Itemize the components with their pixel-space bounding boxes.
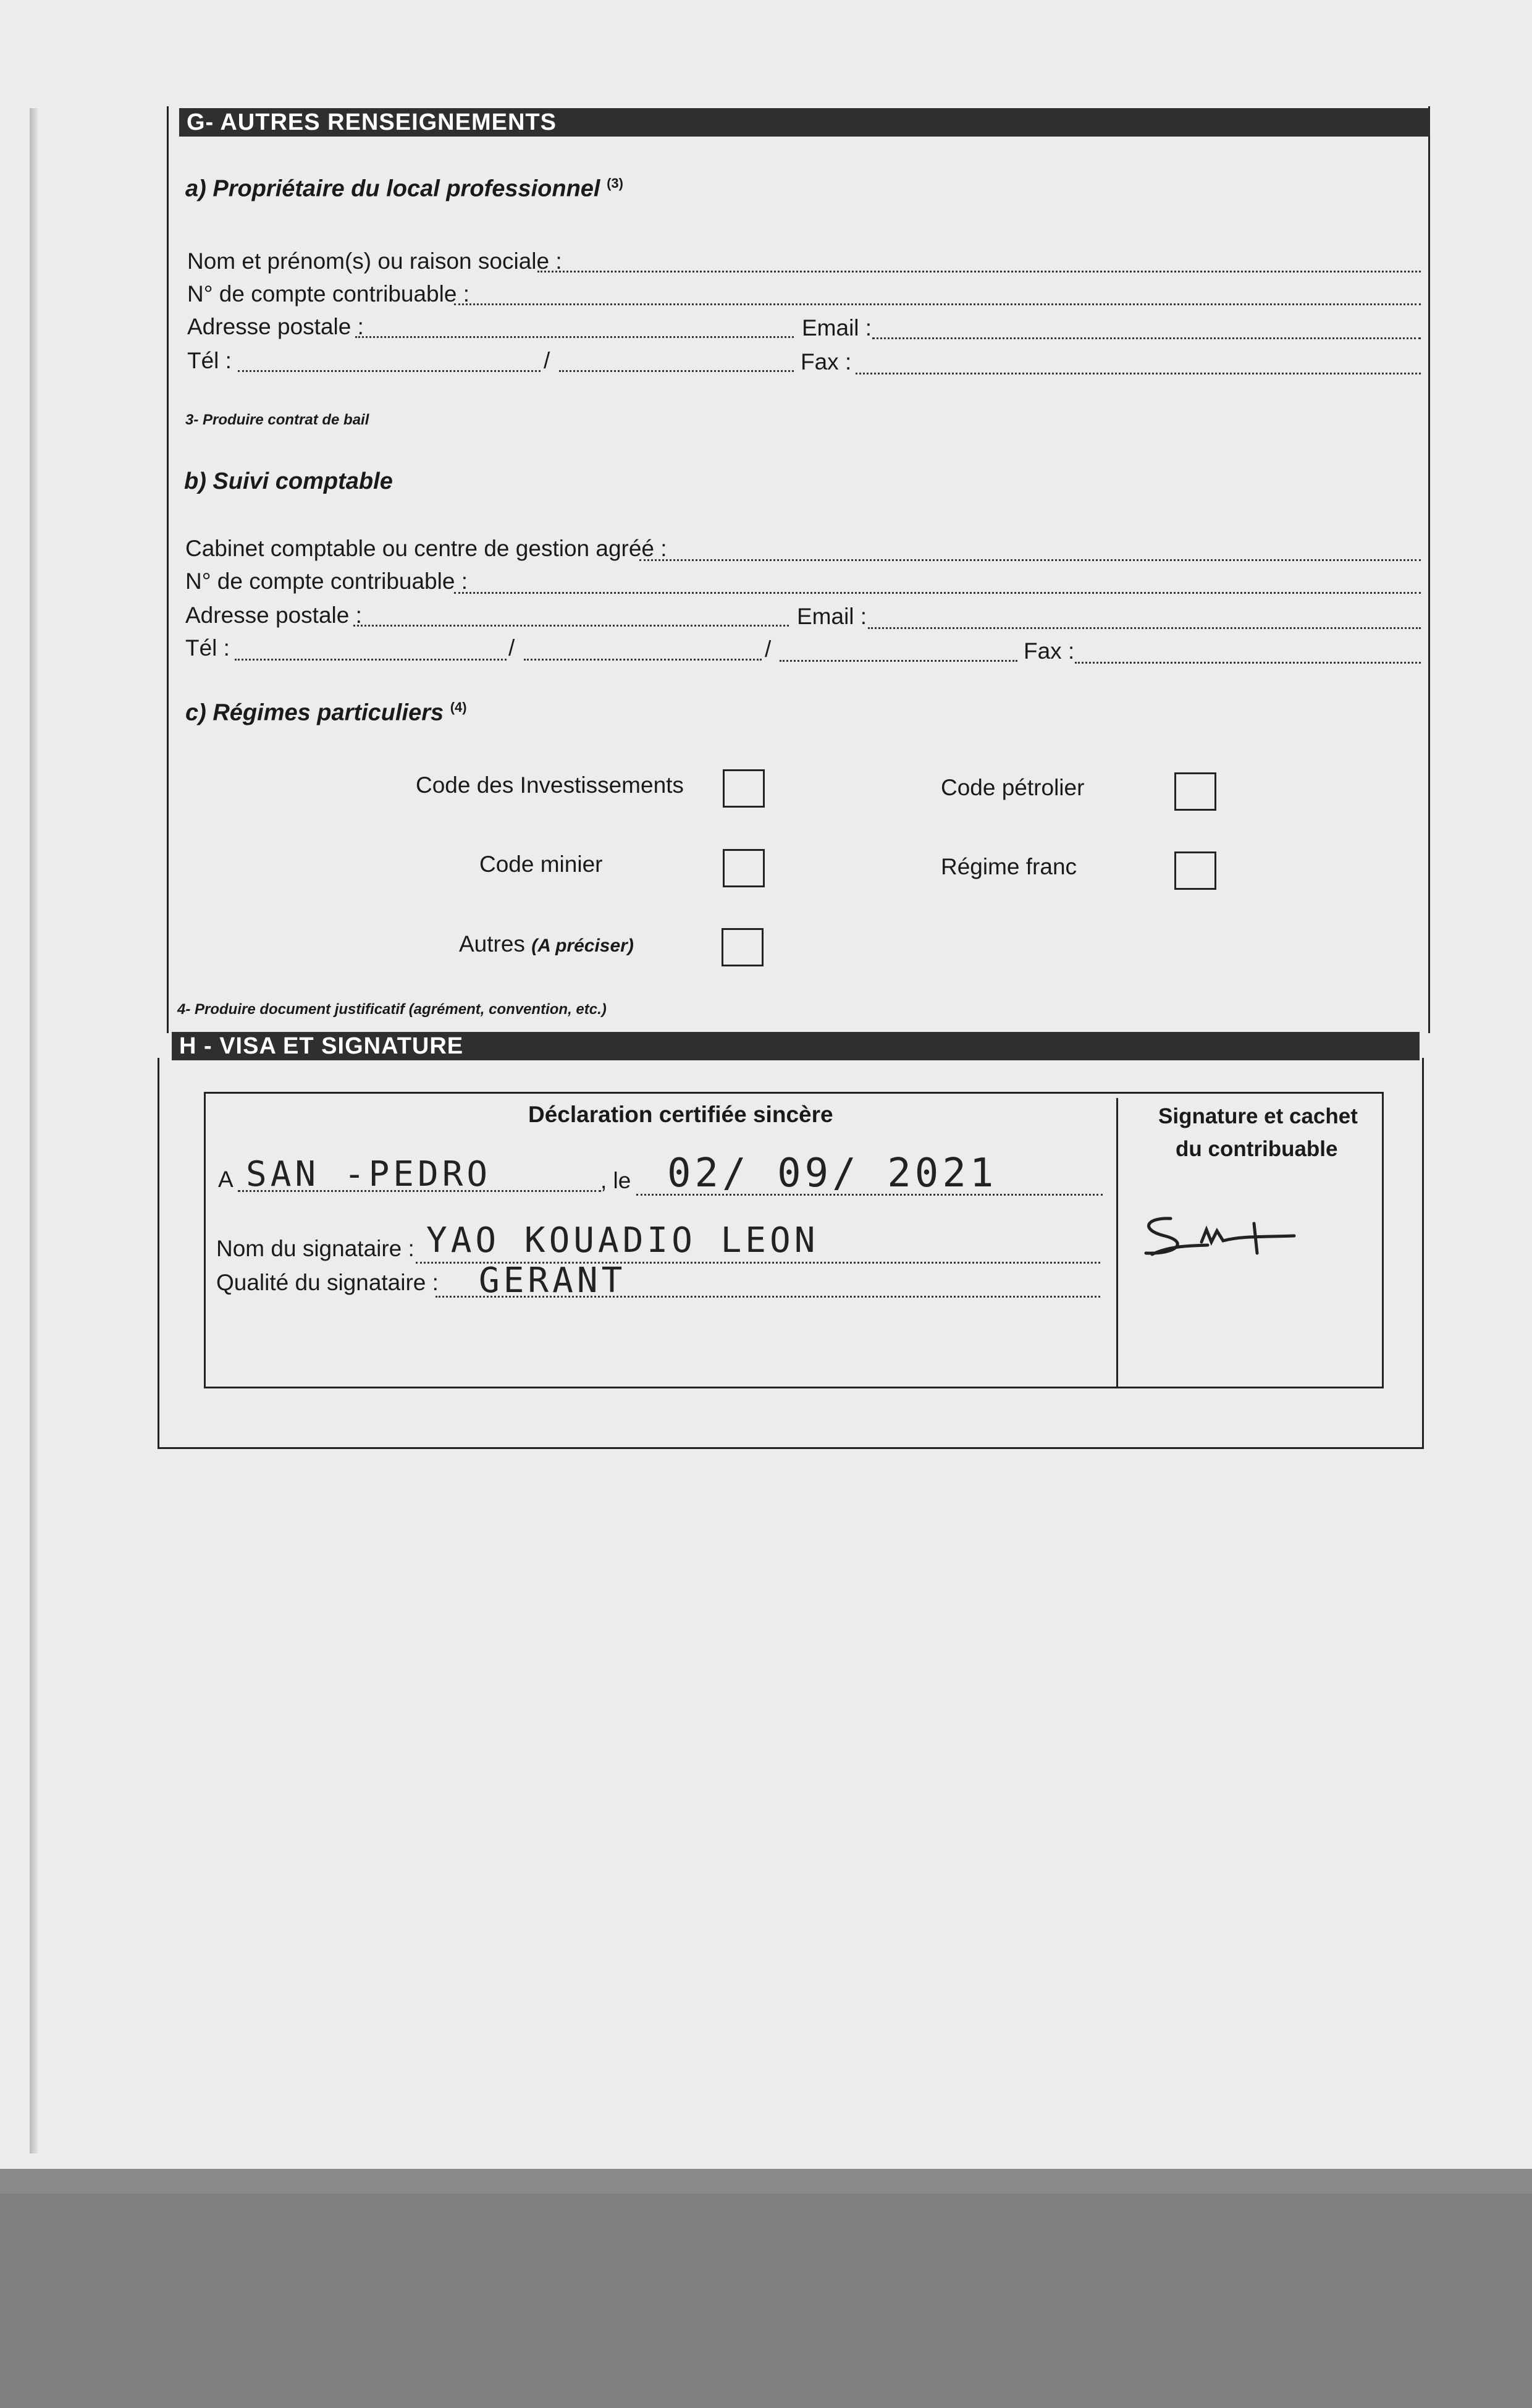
signature-scribble: [1134, 1211, 1331, 1273]
tel-a-field-1[interactable]: [238, 370, 541, 372]
autres-hint: (A préciser): [531, 936, 634, 956]
qualite-value: GERANT: [479, 1261, 626, 1301]
tel-b-field-3[interactable]: [780, 660, 1017, 662]
tel-a-field-2[interactable]: [559, 370, 794, 372]
email-a-label: Email :: [802, 315, 872, 340]
adresse-b-label: Adresse postale :: [185, 602, 362, 628]
date-value: 02/ 09/ 2021: [667, 1151, 998, 1196]
code-minier-checkbox[interactable]: [723, 849, 765, 887]
code-invest-checkbox[interactable]: [723, 769, 765, 808]
subsection-c-title-text: c) Régimes particuliers: [185, 699, 444, 726]
code-invest-label: Code des Investissements: [416, 772, 684, 798]
nom-field[interactable]: [537, 271, 1421, 272]
page-edge-shadow: [30, 108, 38, 2153]
regime-franc-label: Régime franc: [941, 854, 1077, 879]
compte-a-label: N° de compte contribuable :: [187, 281, 469, 306]
subsection-b-title: b) Suivi comptable: [184, 468, 393, 494]
email-b-label: Email :: [797, 604, 867, 629]
code-petrolier-label: Code pétrolier: [941, 775, 1085, 800]
subsection-a-title-text: a) Propriétaire du local professionnel: [185, 175, 600, 202]
fax-b-field[interactable]: [1075, 662, 1421, 664]
autres-checkbox[interactable]: [722, 928, 764, 966]
signataire-value: YAO KOUADIO LEON: [426, 1220, 819, 1261]
scan-border: [0, 2169, 1532, 2194]
signataire-label: Nom du signataire :: [216, 1236, 415, 1261]
declaration-title: Déclaration certifiée sincère: [528, 1102, 833, 1127]
signature-title-1: Signature et cachet: [1158, 1104, 1358, 1128]
email-a-field[interactable]: [872, 337, 1421, 339]
declaration-divider: [1116, 1098, 1118, 1388]
code-petrolier-checkbox[interactable]: [1174, 772, 1216, 811]
adresse-b-field[interactable]: [353, 625, 789, 627]
adresse-a-label: Adresse postale :: [187, 314, 364, 339]
a-label: A: [218, 1167, 234, 1192]
signature-title-2: du contribuable: [1176, 1137, 1338, 1161]
code-minier-label: Code minier: [479, 851, 603, 877]
compte-a-field[interactable]: [454, 303, 1421, 305]
compte-b-label: N° de compte contribuable :: [185, 568, 468, 594]
fax-a-label: Fax :: [801, 349, 852, 374]
autres-label-text: Autres: [459, 931, 525, 957]
note-4: 4- Produire document justificatif (agrément, convention, etc.): [177, 1001, 607, 1018]
nom-label: Nom et prénom(s) ou raison sociale :: [187, 248, 562, 274]
note-3: 3- Produire contrat de bail: [185, 412, 369, 428]
compte-b-field[interactable]: [454, 592, 1421, 594]
cabinet-field[interactable]: [639, 559, 1421, 561]
qualite-label: Qualité du signataire :: [216, 1270, 439, 1295]
tel-a-slash: /: [544, 348, 550, 373]
note-ref-3: (3): [607, 175, 623, 191]
subsection-a-title: [185, 175, 623, 203]
regime-franc-checkbox[interactable]: [1174, 851, 1216, 890]
tel-b-slash-2: /: [765, 636, 772, 662]
section-g-title: G- AUTRES RENSEIGNEMENTS: [179, 108, 1430, 137]
tel-b-field-1[interactable]: [235, 659, 507, 661]
fax-b-label: Fax :: [1024, 638, 1075, 664]
tel-b-label: Tél :: [185, 635, 230, 661]
subsection-c-title: [185, 699, 467, 727]
adresse-a-field[interactable]: [355, 336, 794, 338]
le-label: , le: [600, 1168, 631, 1193]
tel-a-label: Tél :: [187, 348, 232, 373]
note-ref-4: (4): [450, 699, 467, 715]
autres-label: [459, 931, 634, 957]
tel-b-field-2[interactable]: [524, 659, 762, 661]
section-h-title: H - VISA ET SIGNATURE: [172, 1032, 1420, 1060]
email-b-field[interactable]: [868, 627, 1421, 629]
cabinet-label: Cabinet comptable ou centre de gestion agréé :: [185, 536, 667, 561]
place-value: SAN -PEDRO: [246, 1154, 492, 1194]
fax-a-field[interactable]: [856, 373, 1421, 374]
tel-b-slash-1: /: [508, 635, 515, 661]
